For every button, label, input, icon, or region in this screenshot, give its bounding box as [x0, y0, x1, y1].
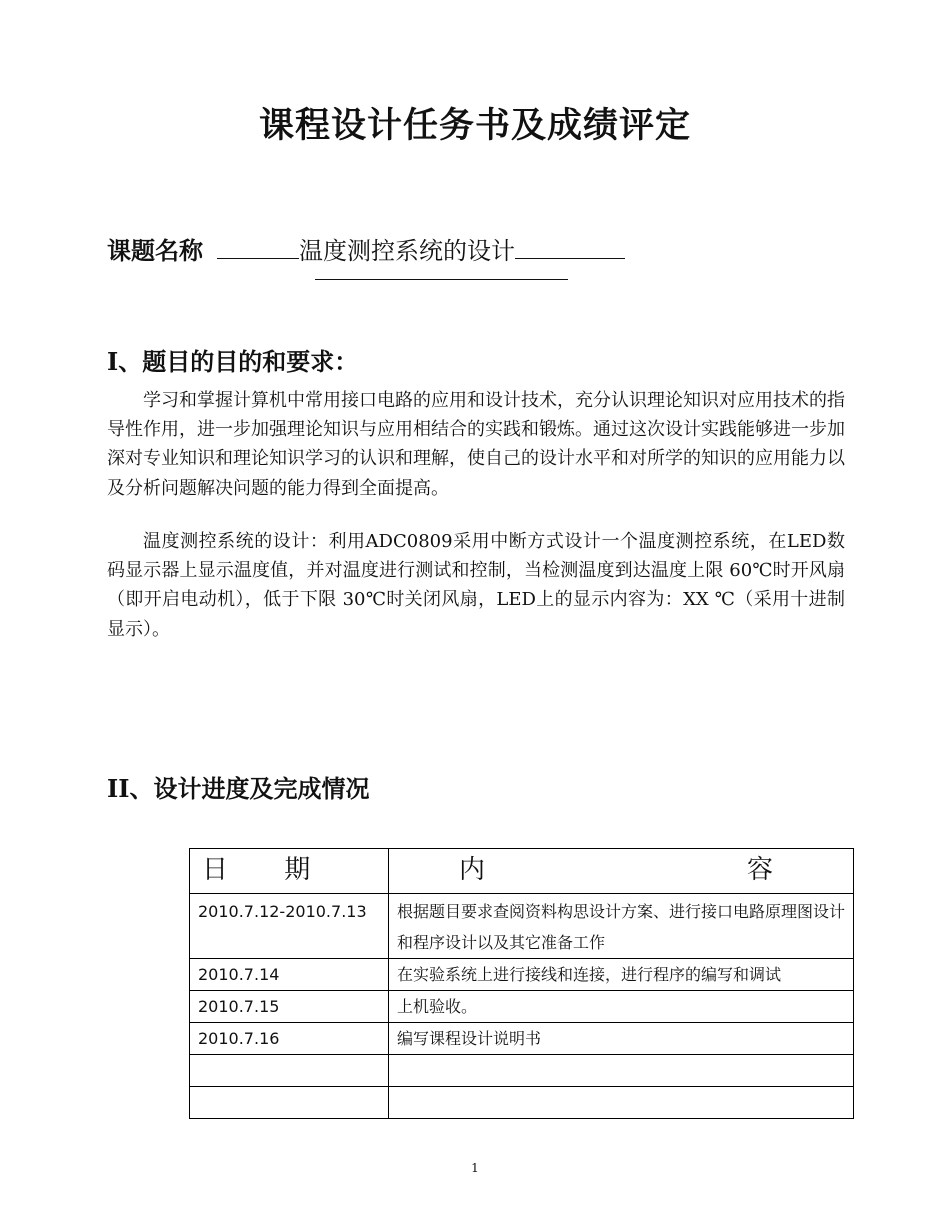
row-content: 上机验收。 — [389, 991, 854, 1023]
section-2-title: 、设计进度及完成情况 — [129, 775, 370, 803]
section-1-title: 、题目的目的和要求： — [118, 348, 359, 376]
table-row-empty — [190, 1087, 854, 1119]
row-content — [389, 1055, 854, 1087]
row-date: 2010.7.15 — [190, 991, 389, 1023]
row-date: 2010.7.14 — [190, 959, 389, 991]
row-content: 编写课程设计说明书 — [389, 1023, 854, 1055]
row-date — [190, 1055, 389, 1087]
section-1-heading — [107, 342, 358, 377]
row-content: 在实验系统上进行接线和连接，进行程序的编写和调试 — [389, 959, 854, 991]
header-content-1: 内 — [459, 855, 486, 885]
table-row — [190, 959, 854, 991]
header-content — [389, 849, 854, 894]
section-1-paragraph-1: 学习和掌握计算机中常用接口电路的应用和设计技术，充分认识理论知识对应用技术的指导性作用，进一步加强理论知识与应用相结合的实践和锻炼。通过这次设计实践能够进一步加深对专业知识和理论知识学习的认识和理解，使自己的设计水平和对所学的知识的应用能力以及分析问题解决问题的能力得到全面提高。 — [107, 390, 845, 499]
row-content: 根据题目要求查阅资料构思设计方案、进行接口电路原理图设计和程序设计以及其它准备工作 — [389, 894, 854, 959]
row-date: 2010.7.16 — [190, 1023, 389, 1055]
row-date — [190, 1087, 389, 1119]
progress-table — [189, 848, 854, 1119]
header-content-2: 容 — [746, 855, 773, 885]
section-2-roman: II — [107, 774, 130, 803]
table-row — [190, 894, 854, 959]
table-header-row — [190, 849, 854, 894]
subject-blank-left — [217, 236, 299, 259]
table-row-empty — [190, 1055, 854, 1087]
section-2-heading — [107, 769, 369, 804]
page-number: 1 — [471, 1161, 479, 1175]
subject-value: 温度测控系统的设计 — [299, 237, 515, 265]
subject-blank-right — [515, 236, 625, 259]
document-title: 课程设计任务书及成绩评定 — [258, 106, 691, 146]
section-1-paragraph-2: 温度测控系统的设计：利用ADC0809采用中断方式设计一个温度测控系统，在LED数码显示器上显示温度值，并对温度进行测试和控制，当检测温度到达温度上限 60℃时开风扇（即开启电动机），低于下限 30℃时关闭风扇，LED上的显示内容为：XX ℃（采用十进制显示）。 — [107, 531, 845, 640]
subject-line — [107, 231, 625, 266]
table-row — [190, 991, 854, 1023]
header-date: 日 期 — [190, 849, 389, 894]
row-date: 2010.7.12-2010.7.13 — [190, 894, 389, 959]
row-content — [389, 1087, 854, 1119]
table-row — [190, 1023, 854, 1055]
subject-underline — [315, 279, 568, 280]
subject-label: 课题名称 — [107, 237, 203, 265]
section-1-roman: I — [107, 347, 119, 376]
